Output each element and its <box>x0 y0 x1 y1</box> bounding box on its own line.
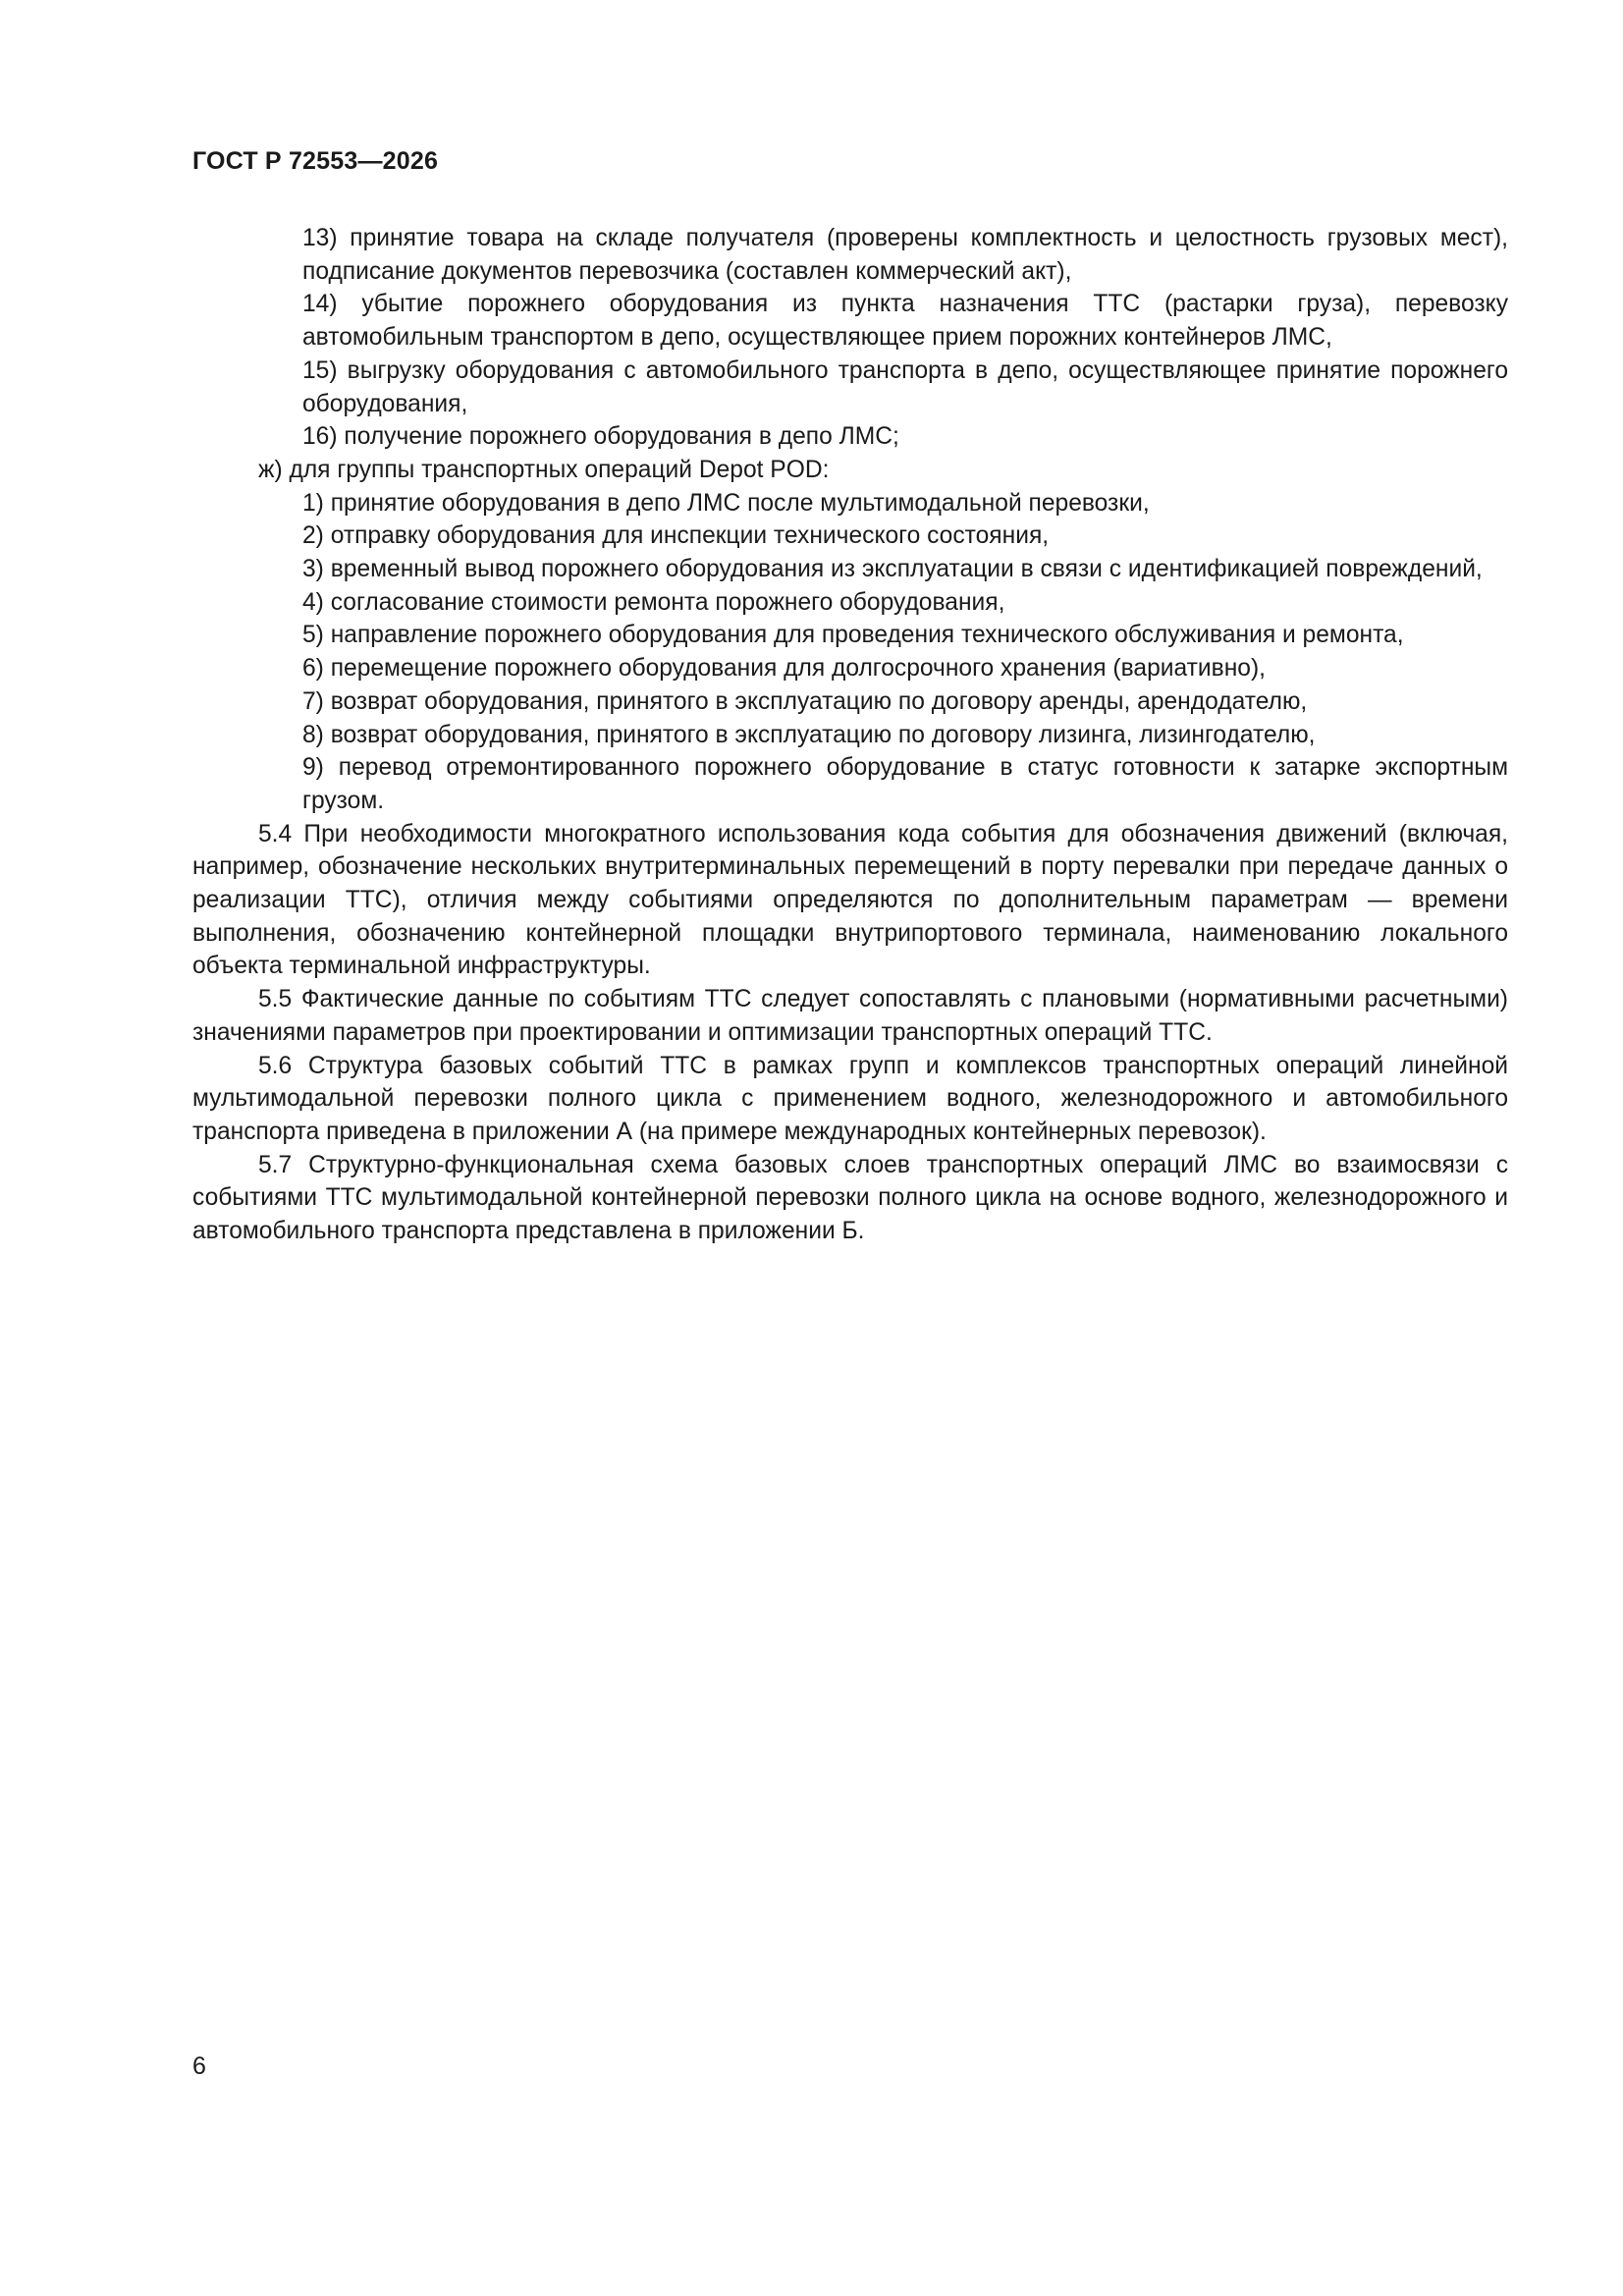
list-item: 16) получение порожнего оборудования в депо ЛМС; <box>302 423 899 451</box>
list-item: 4) согласование стоимости ремонта порожнего оборудования, <box>302 588 1005 616</box>
list-item: 14) убытие порожнего оборудования из пункта назначения ТТС (растарки груза), перевозку автомобильным транспортом в депо, осуществляющее прием порожних контейнеров ЛМС, <box>302 291 1508 352</box>
clause-paragraph: 5.4 При необходимости многократного использования кода события для обозначения движений (включая, например, обозначение нескольких внутритерминальных перемещений в порту перевалки при передаче данных о реализации ТТС), отличия между событиями определяются по дополнительным параметрам — времени выполнения, обозначению контейнерной площадки внутрипортового терминала, наименованию локального объекта терминальной инфраструктуры. <box>192 820 1508 980</box>
clause-paragraph: 5.6 Структура базовых событий ТТС в рамках групп и комплексов транспортных операций линейной мультимодальной перевозки полного цикла с применением водного, железнодорожного и автомобильного транспорта приведена в приложении А (на примере международных контейнерных перевозок). <box>192 1052 1508 1145</box>
list-item: 2) отправку оборудования для инспекции технического состояния, <box>302 522 1050 550</box>
list-item: 15) выгрузку оборудования с автомобильного транспорта в депо, осуществляющее принятие порожнего оборудования, <box>302 356 1508 417</box>
list-item: 8) возврат оборудования, принятого в эксплуатацию по договору лизинга, лизингодателю, <box>302 721 1316 748</box>
clause-paragraph: 5.5 Фактические данные по событиям ТТС следует сопоставлять с плановыми (нормативными расчетными) значениями параметров при проектировании и оптимизации транспортных операций ТТС. <box>192 986 1508 1046</box>
clause-paragraph: 5.7 Структурно-функциональная схема базовых слоев транспортных операций ЛМС во взаимосвязи с событиями ТТС мультимодальной контейнерной перевозки полного цикла на основе водного, железнодорожного и автомобильного транспорта представлена в приложении Б. <box>192 1151 1508 1245</box>
list-item: 7) возврат оборудования, принятого в эксплуатацию по договору аренды, арендодателю, <box>302 687 1308 715</box>
list-item: 13) принятие товара на складе получателя (проверены комплектность и целостность грузовых мест), подписание документов перевозчика (составлен коммерческий акт), <box>302 225 1508 285</box>
list-item: 9) перевод отремонтированного порожнего оборудование в статус готовности к затарке экспортным грузом. <box>302 754 1508 814</box>
page-number: 6 <box>192 2052 206 2080</box>
list-item: 5) направление порожнего оборудования для проведения технического обслуживания и ремонта, <box>302 622 1404 649</box>
list-item: 3) временный вывод порожнего оборудования из эксплуатации в связи с идентификацией повреждений, <box>302 556 1483 583</box>
document-header: ГОСТ Р 72553—2026 <box>192 147 439 175</box>
document-body <box>192 222 1508 1248</box>
list-item: 1) принятие оборудования в депо ЛМС после мультимодальной перевозки, <box>302 489 1150 517</box>
list-group-item: ж) для группы транспортных операций Depot POD: <box>258 456 830 483</box>
list-item: 6) перемещение порожнего оборудования для долгосрочного хранения (вариативно), <box>302 655 1266 683</box>
